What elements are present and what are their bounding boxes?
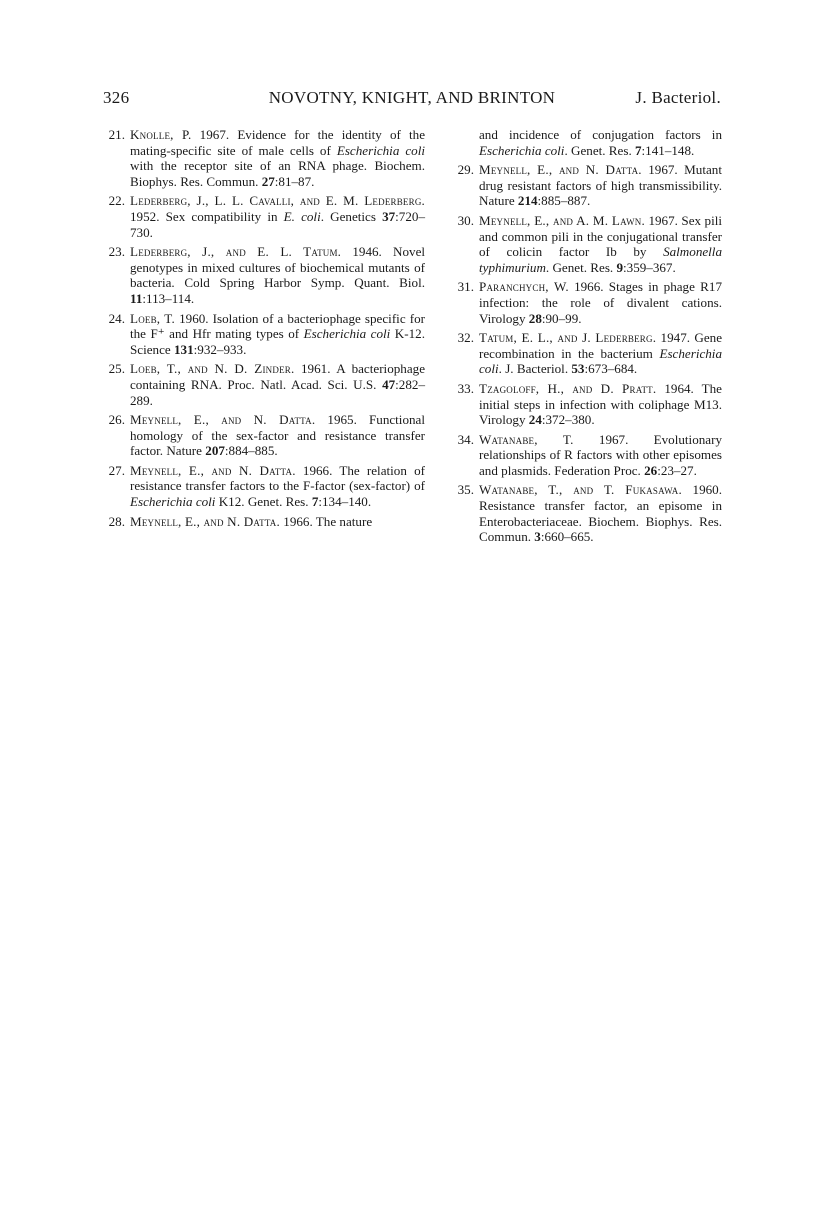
reference-text: K12. Genet. Res. bbox=[215, 494, 312, 510]
reference-body bbox=[479, 432, 722, 479]
volume: 24 bbox=[528, 412, 542, 428]
reference-body bbox=[130, 412, 425, 459]
species-name: Salmonella typhimurium bbox=[479, 244, 722, 275]
pages: :113–114. bbox=[142, 290, 195, 306]
reference-year: 1967. bbox=[648, 212, 678, 228]
reference-year: 1966. bbox=[283, 513, 313, 529]
reference-number: 34. bbox=[457, 431, 474, 447]
pages: :134–140. bbox=[318, 494, 372, 510]
reference-authors: Meynell, E., and N. Datta. bbox=[479, 162, 642, 178]
volume: 27 bbox=[261, 173, 275, 189]
reference-body bbox=[479, 127, 722, 158]
reference-year: 1965. bbox=[327, 412, 357, 428]
reference-year: 1952. bbox=[130, 208, 160, 224]
volume: 26 bbox=[644, 462, 658, 478]
pages: :372–380. bbox=[541, 412, 595, 428]
reference-number: 22. bbox=[108, 193, 125, 209]
reference-authors: Loeb, T. bbox=[130, 310, 176, 326]
reference-body bbox=[130, 463, 425, 510]
reference-body bbox=[130, 361, 425, 408]
reference-body bbox=[479, 213, 722, 275]
pages: :884–885. bbox=[224, 443, 278, 459]
pages: :932–933. bbox=[193, 341, 247, 357]
reference-number: 26. bbox=[108, 412, 125, 428]
reference-body bbox=[479, 482, 722, 544]
volume: 47 bbox=[382, 376, 396, 392]
reference-text: . Genet. Res. bbox=[545, 259, 617, 275]
pages: :359–367. bbox=[623, 259, 676, 275]
reference-item bbox=[103, 361, 425, 408]
reference-text: Mutant drug resistant factors of high transmissibility. Nature bbox=[479, 162, 722, 209]
pages: :282–289. bbox=[130, 376, 425, 408]
page-number: 326 bbox=[103, 88, 130, 107]
reference-text: Novel genotypes in mixed cultures of biochemical mutants of bacteria. Cold Spring Harbor Symp. Quant. Biol. bbox=[130, 244, 426, 291]
reference-year: 1964. bbox=[664, 380, 694, 396]
volume: 9 bbox=[616, 259, 624, 275]
pages: :90–99. bbox=[541, 310, 582, 326]
reference-item bbox=[452, 330, 722, 377]
species-name: Escherichia coli bbox=[336, 142, 425, 158]
reference-authors: Watanabe, T. bbox=[479, 431, 574, 447]
reference-number: 31. bbox=[457, 279, 474, 295]
reference-year: 1961. bbox=[301, 361, 331, 377]
reference-authors: Paranchych, W. bbox=[479, 279, 569, 295]
reference-text: . J. Bacteriol. bbox=[498, 361, 572, 377]
reference-number: 30. bbox=[457, 212, 474, 228]
reference-28-continuation bbox=[452, 127, 722, 158]
reference-body bbox=[130, 193, 425, 240]
pages: :885–887. bbox=[537, 193, 591, 209]
reference-year: 1960. bbox=[179, 310, 209, 326]
reference-text: . Genet. Res. bbox=[564, 142, 635, 158]
reference-body bbox=[479, 330, 722, 377]
reference-text: and incidence of conjugation factors in bbox=[479, 127, 722, 142]
reference-authors: Tzagoloff, H., and D. Pratt. bbox=[479, 380, 657, 396]
reference-year: 1966. bbox=[302, 462, 333, 478]
reference-text: with the receptor site of an RNA phage. Biochem. Biophys. Res. Commun. bbox=[130, 158, 425, 189]
reference-year: 1947. bbox=[660, 330, 691, 346]
reference-year: 1960. bbox=[692, 482, 722, 498]
pages: :720–730. bbox=[130, 208, 425, 240]
volume: 7 bbox=[311, 494, 319, 510]
reference-text: K-12. Science bbox=[130, 326, 425, 357]
reference-text: Evolutionary relationships of R factors with other episomes and plasmids. Federation Proc. bbox=[479, 431, 723, 478]
reference-authors: Meynell, E., and N. Datta. bbox=[130, 462, 296, 478]
reference-body bbox=[130, 311, 425, 358]
reference-body bbox=[130, 514, 425, 530]
reference-text: Resistance transfer factor, an episome in Enterobacteriaceae. Biochem. Biophys. Res. Commun. bbox=[479, 498, 722, 545]
pages: :660–665. bbox=[540, 529, 594, 545]
reference-text: Evidence for the identity of the mating-specific site of male cells of bbox=[130, 127, 426, 158]
reference-year: 1967. bbox=[199, 127, 230, 142]
species-name: Escherichia coli bbox=[479, 345, 722, 377]
reference-number: 21. bbox=[108, 127, 125, 142]
volume: 214 bbox=[517, 193, 538, 209]
species-name: Escherichia coli bbox=[479, 142, 565, 158]
reference-number: 35. bbox=[457, 482, 474, 498]
reference-item bbox=[103, 311, 425, 358]
reference-body bbox=[130, 244, 425, 306]
reference-item bbox=[103, 127, 425, 189]
species-name: Escherichia coli bbox=[303, 326, 391, 342]
reference-year: 1946. bbox=[352, 244, 382, 260]
reference-item bbox=[103, 193, 425, 240]
reference-body bbox=[130, 127, 425, 189]
pages: :81–87. bbox=[274, 173, 315, 189]
volume: 131 bbox=[174, 341, 194, 357]
reference-item bbox=[103, 463, 425, 510]
reference-year: 1967. bbox=[598, 431, 629, 447]
reference-text: The initial steps in infection with coliphage M13. Virology bbox=[479, 380, 722, 428]
volume: 37 bbox=[382, 208, 396, 224]
references-left-column bbox=[103, 127, 425, 533]
reference-year: 1967. bbox=[648, 162, 678, 178]
reference-text: The nature bbox=[315, 513, 373, 529]
reference-item bbox=[452, 482, 722, 544]
species-name: Escherichia coli bbox=[130, 494, 216, 510]
volume: 7 bbox=[635, 142, 642, 158]
reference-authors: Watanabe, T., and T. Fukasawa. bbox=[479, 482, 682, 498]
reference-text: A bacteriophage containing RNA. Proc. Natl. Acad. Sci. U.S. bbox=[130, 361, 425, 392]
reference-text: Sex compatibility in bbox=[165, 208, 284, 224]
page-header bbox=[103, 88, 721, 112]
volume: 53 bbox=[571, 361, 585, 377]
reference-year: 1966. bbox=[574, 279, 604, 295]
reference-number: 32. bbox=[457, 330, 474, 346]
reference-number: 28. bbox=[108, 513, 125, 529]
reference-item bbox=[452, 432, 722, 479]
reference-item bbox=[452, 381, 722, 428]
reference-authors: Meynell, E., and N. Datta. bbox=[130, 513, 280, 529]
reference-item bbox=[103, 412, 425, 459]
reference-text: Stages in phage R17 infection: the role of divalent cations. Virology bbox=[479, 279, 722, 326]
species-name: E. coli bbox=[283, 208, 321, 224]
reference-number: 33. bbox=[457, 380, 474, 396]
reference-number: 29. bbox=[457, 162, 474, 178]
pages: :673–684. bbox=[584, 361, 638, 377]
volume: 3 bbox=[534, 529, 541, 545]
reference-number: 25. bbox=[108, 361, 125, 377]
reference-text: Isolation of a bacteriophage specific for the F⁺ and Hfr mating types of bbox=[130, 310, 425, 342]
references-right-list bbox=[452, 162, 722, 545]
volume: 207 bbox=[205, 443, 225, 459]
running-title: NOVOTNY, KNIGHT, AND BRINTON bbox=[268, 88, 556, 107]
reference-text: Gene recombination in the bacterium bbox=[479, 330, 723, 361]
reference-authors: Knolle, P. bbox=[130, 127, 192, 142]
reference-item bbox=[452, 213, 722, 275]
pages: :23–27. bbox=[657, 462, 697, 478]
reference-authors: Lederberg, J., and E. L. Tatum. bbox=[130, 244, 342, 260]
reference-text: The relation of resistance transfer factors to the F-factor (sex-factor) of bbox=[130, 462, 425, 494]
reference-text: . Genetics bbox=[320, 208, 383, 224]
reference-authors: Meynell, E., and A. M. Lawn. bbox=[479, 212, 645, 228]
reference-authors: Loeb, T., and N. D. Zinder. bbox=[130, 361, 295, 377]
reference-authors: Lederberg, J., L. L. Cavalli, and E. M. Lederberg. bbox=[130, 193, 425, 209]
volume: 28 bbox=[528, 310, 542, 326]
reference-body bbox=[479, 279, 722, 326]
reference-number: 27. bbox=[108, 462, 125, 478]
volume: 11 bbox=[130, 290, 143, 306]
reference-text: Sex pili and common pili in the conjugational transfer of colicin factor Ib by bbox=[479, 212, 723, 260]
reference-item bbox=[103, 514, 425, 530]
reference-number: 23. bbox=[108, 244, 125, 260]
reference-body bbox=[479, 162, 722, 209]
reference-item bbox=[103, 244, 425, 306]
reference-authors: Tatum, E. L., and J. Lederberg. bbox=[479, 330, 657, 346]
reference-body bbox=[479, 381, 722, 428]
journal-name: J. Bacteriol. bbox=[635, 88, 721, 107]
reference-item bbox=[452, 162, 722, 209]
references-right-column bbox=[452, 127, 722, 549]
pages: :141–148. bbox=[641, 142, 695, 158]
reference-authors: Meynell, E., and N. Datta. bbox=[130, 412, 316, 428]
reference-text: Functional homology of the sex-factor and resistance transfer factor. Nature bbox=[130, 412, 425, 459]
reference-number: 24. bbox=[108, 310, 125, 326]
reference-item bbox=[452, 279, 722, 326]
